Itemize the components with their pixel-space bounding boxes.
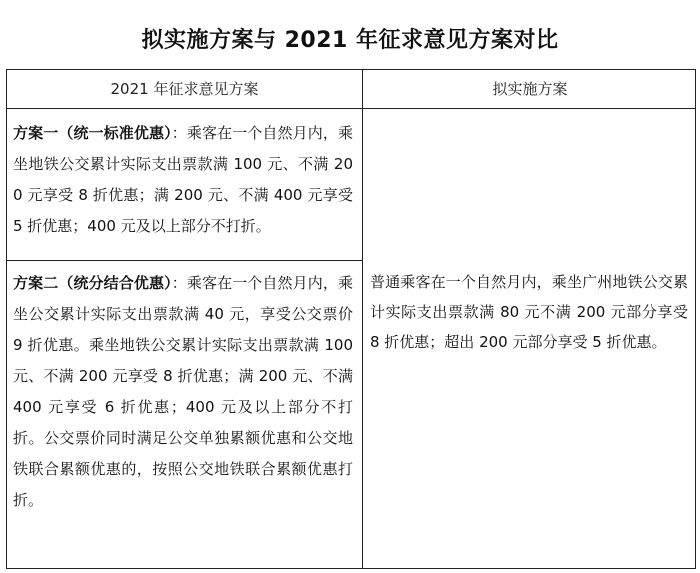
proposed-plan-cell: 普通乘客在一个自然月内，乘坐广州地铁公交累计实际支出票款满 80 元不满 200 元部分享受 8 折优惠；超出 200 元部分享受 5 折优惠。: [370, 273, 688, 351]
header-divider: [7, 108, 695, 109]
plan-one-text: ：乘客在一个自然月内，乘坐地铁公交累计实际支出票款满 100 元、不满 200 元享受 8 折优惠；满 200 元、不满 400 元享受 5 折优惠；400 元及以上部分不打折。: [13, 124, 353, 235]
document-title: 拟实施方案与 2021 年征求意见方案对比: [141, 28, 559, 53]
plan-one-cell: [13, 118, 353, 242]
plan-one-label: 方案一（统一标准优惠）: [13, 124, 172, 142]
comparison-table: [6, 69, 696, 569]
plan-two-cell: [13, 268, 353, 516]
plan-two-text: ：乘客在一个自然月内，乘坐公交累计实际支出票款满 40 元，享受公交票价 9 折优惠。乘坐地铁公交累计实际支出票款满 100 元、不满 200 元享受 8 折优惠；满 200 元、不满 400 元享受 6 折优惠；400 元及以上部分不打折。公交票价同时满足公交单独累额优惠和公交地铁联合累额优惠的，按照公交地铁联合累额优惠打折。: [13, 274, 353, 509]
plan-two-label: 方案二（统分结合优惠）: [13, 274, 172, 292]
header-2021-plan: 2021 年征求意见方案: [110, 80, 259, 98]
column-divider: [362, 70, 363, 568]
row-divider: [7, 260, 362, 261]
header-proposed-plan: 拟实施方案: [492, 80, 568, 98]
